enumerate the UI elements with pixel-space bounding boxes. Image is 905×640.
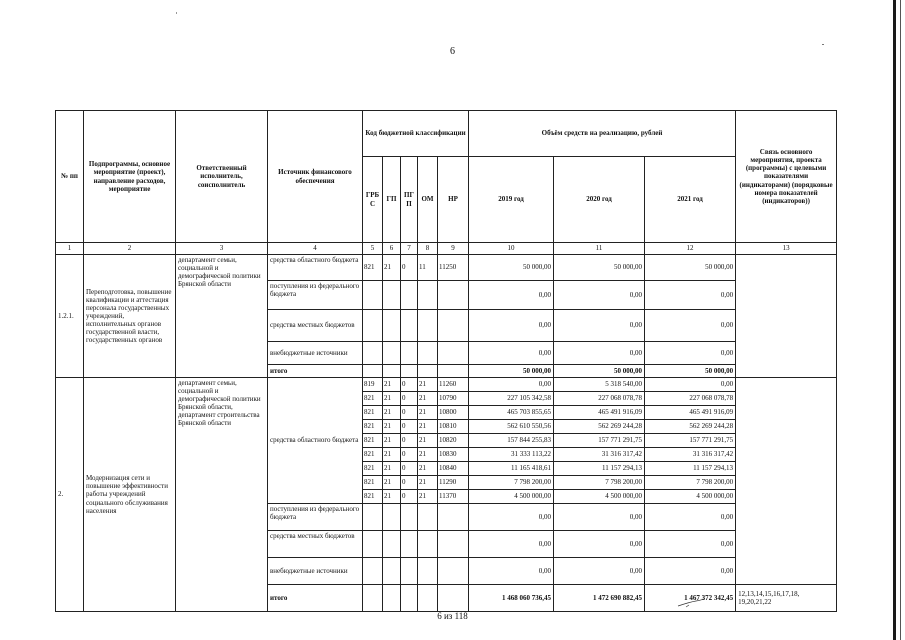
value-2021: 50 000,00 [645, 255, 736, 281]
value-2019: 0,00 [469, 531, 554, 558]
value-2019: 0,00 [469, 310, 554, 342]
value-2021: 562 269 244,28 [645, 420, 736, 434]
value-2020: 0,00 [554, 504, 645, 531]
col-number: 8 [418, 243, 438, 255]
value-2020: 0,00 [554, 531, 645, 558]
col-number: 5 [363, 243, 383, 255]
col-number: 3 [176, 243, 268, 255]
code-gp: 21 [383, 255, 401, 281]
header-volume: Объём средств на реализацию, рублей [469, 111, 736, 157]
code-grbs: 821 [363, 462, 383, 476]
value-2021: 0,00 [645, 310, 736, 342]
code-np: 11260 [438, 378, 469, 392]
value-2021: 0,00 [645, 281, 736, 310]
code-grbs: 821 [363, 476, 383, 490]
value-2019: 0,00 [469, 342, 554, 365]
col-number: 10 [469, 243, 554, 255]
code-np: 11250 [438, 255, 469, 281]
funding-source: средства местных бюджетов [268, 310, 363, 342]
value-2020: 562 269 244,28 [554, 420, 645, 434]
value-2020: 31 316 317,42 [554, 448, 645, 462]
col-number: 11 [554, 243, 645, 255]
col-number: 7 [401, 243, 418, 255]
value-2020: 11 157 294,13 [554, 462, 645, 476]
value-2019: 50 000,00 [469, 255, 554, 281]
header-np: НР [438, 157, 469, 243]
value-2019: 7 798 200,00 [469, 476, 554, 490]
code-np: 10830 [438, 448, 469, 462]
funding-source: поступления из федерального бюджета [268, 504, 363, 531]
total-2020: 1 472 690 882,45 [554, 585, 645, 612]
row-number: 2. [56, 378, 84, 612]
code-grbs: 821 [363, 255, 383, 281]
code-pgp: 0 [401, 490, 418, 504]
responsible-executor: департамент семьи, социальной и демографической политики Брянской области, департамент строительства Брянской области [176, 378, 268, 612]
value-2021: 0,00 [645, 531, 736, 558]
indicator-link: 12,13,14,15,16,17,18, 19,20,21,22 [736, 585, 837, 612]
code-pgp: 0 [401, 476, 418, 490]
value-2019: 157 844 255,83 [469, 434, 554, 448]
total-2021: 50 000,00 [645, 365, 736, 378]
value-2020: 0,00 [554, 281, 645, 310]
code-grbs: 819 [363, 378, 383, 392]
binding-edge-inner [900, 0, 901, 640]
col-number: 6 [383, 243, 401, 255]
total-2021: 1 467 372 342,45 [645, 585, 736, 612]
code-grbs: 821 [363, 448, 383, 462]
code-gp: 21 [383, 434, 401, 448]
code-np: 10820 [438, 434, 469, 448]
code-np: 10810 [438, 420, 469, 434]
responsible-executor: департамент семьи, социальной и демографической политики Брянской области [176, 255, 268, 378]
value-2021: 227 068 078,78 [645, 392, 736, 406]
value-2021: 0,00 [645, 558, 736, 585]
value-2021: 11 157 294,13 [645, 462, 736, 476]
code-pgp: 0 [401, 434, 418, 448]
value-2021: 465 491 916,09 [645, 406, 736, 420]
total-label: итого [268, 585, 363, 612]
table-row [56, 255, 837, 281]
code-om: 21 [418, 420, 438, 434]
code-gp: 21 [383, 462, 401, 476]
col-number: 9 [438, 243, 469, 255]
signature-mark [676, 598, 706, 608]
funding-source: внебюджетные источники [268, 342, 363, 365]
header-2020: 2020 год [554, 157, 645, 243]
code-om: 21 [418, 434, 438, 448]
code-om: 21 [418, 476, 438, 490]
value-2019: 562 610 550,56 [469, 420, 554, 434]
code-pgp: 0 [401, 392, 418, 406]
value-2020: 4 500 000,00 [554, 490, 645, 504]
total-2019: 1 468 060 736,45 [469, 585, 554, 612]
code-grbs: 821 [363, 490, 383, 504]
value-2020: 0,00 [554, 310, 645, 342]
value-2021: 31 316 317,42 [645, 448, 736, 462]
header-2021: 2021 год [645, 157, 736, 243]
header-gp: ГП [383, 157, 401, 243]
page-number: 6 [450, 46, 455, 57]
scan-speck [176, 12, 177, 14]
value-2020: 50 000,00 [554, 255, 645, 281]
indicator-link [736, 255, 837, 378]
code-pgp: 0 [401, 462, 418, 476]
code-gp: 21 [383, 392, 401, 406]
value-2021: 157 771 291,75 [645, 434, 736, 448]
header-budget-code: Код бюджетной классификации [363, 111, 469, 157]
binding-edge [893, 0, 896, 640]
value-2019: 0,00 [469, 558, 554, 585]
code-pgp: 0 [401, 378, 418, 392]
header-2019: 2019 год [469, 157, 554, 243]
code-grbs: 821 [363, 406, 383, 420]
code-grbs: 821 [363, 434, 383, 448]
col-number: 4 [268, 243, 363, 255]
header-grbs: ГРБ С [363, 157, 383, 243]
code-om: 21 [418, 490, 438, 504]
code-om: 21 [418, 392, 438, 406]
col-number: 13 [736, 243, 837, 255]
code-gp: 21 [383, 378, 401, 392]
value-2021: 0,00 [645, 504, 736, 531]
header-source: Источник финансового обеспечения [268, 111, 363, 243]
code-gp: 21 [383, 490, 401, 504]
value-2021: 0,00 [645, 342, 736, 365]
code-pgp: 0 [401, 406, 418, 420]
code-gp: 21 [383, 406, 401, 420]
code-np: 10840 [438, 462, 469, 476]
value-2020: 465 491 916,09 [554, 406, 645, 420]
col-number: 12 [645, 243, 736, 255]
measure-name: Модернизация сети и повышение эффективности работы учреждений социального обслуживания населения [84, 378, 176, 612]
header-pgp: ПГ П [401, 157, 418, 243]
value-2019: 0,00 [469, 281, 554, 310]
funding-source: внебюджетные источники [268, 558, 363, 585]
value-2019: 227 105 342,58 [469, 392, 554, 406]
funding-source: средства местных бюджетов [268, 531, 363, 558]
code-om: 21 [418, 448, 438, 462]
funding-source: средства областного бюджета [268, 378, 363, 504]
value-2019: 31 333 113,22 [469, 448, 554, 462]
code-np: 10800 [438, 406, 469, 420]
header-link: Связь основного мероприятия, проекта (программы) с целевыми показателями (индикаторами) (порядковые номера показателей (индикаторов)) [736, 111, 837, 243]
measure-name: Переподготовка, повышение квалификации и аттестация персонала государственных учреждений, исполнительных органов государственной власти, государственных органов [84, 255, 176, 378]
code-om: 21 [418, 462, 438, 476]
code-pgp: 0 [401, 420, 418, 434]
value-2021: 0,00 [645, 378, 736, 392]
code-gp: 21 [383, 448, 401, 462]
code-np: 11370 [438, 490, 469, 504]
header-subprogram: Подпрограммы, основное мероприятие (проект), направление расходов, мероприятие [84, 111, 176, 243]
total-2019: 50 000,00 [469, 365, 554, 378]
col-number: 1 [56, 243, 84, 255]
total-2020: 50 000,00 [554, 365, 645, 378]
code-grbs: 821 [363, 420, 383, 434]
code-om: 11 [418, 255, 438, 281]
code-np: 10790 [438, 392, 469, 406]
scan-speck [822, 44, 824, 45]
header-npp: № пп [56, 111, 84, 243]
code-grbs: 821 [363, 392, 383, 406]
col-number: 2 [84, 243, 176, 255]
header-om: ОМ [418, 157, 438, 243]
value-2019: 11 165 418,61 [469, 462, 554, 476]
value-2021: 4 500 000,00 [645, 490, 736, 504]
funding-source: средства областного бюджета [268, 255, 363, 281]
code-om: 21 [418, 406, 438, 420]
value-2020: 157 771 291,75 [554, 434, 645, 448]
code-gp: 21 [383, 420, 401, 434]
value-2020: 7 798 200,00 [554, 476, 645, 490]
code-pgp: 0 [401, 255, 418, 281]
header-responsible: Ответственный исполнитель, соисполнитель [176, 111, 268, 243]
code-np: 11290 [438, 476, 469, 490]
funding-source: поступления из федерального бюджета [268, 281, 363, 310]
value-2019: 0,00 [469, 504, 554, 531]
total-label: итого [268, 365, 363, 378]
value-2020: 0,00 [554, 558, 645, 585]
value-2020: 5 318 540,00 [554, 378, 645, 392]
indicator-link [736, 378, 837, 585]
row-number: 1.2.1. [56, 255, 84, 378]
table-row [56, 378, 837, 392]
code-pgp: 0 [401, 448, 418, 462]
page-footer: 6 из 118 [437, 611, 468, 621]
budget-table [55, 110, 837, 612]
code-om: 21 [418, 378, 438, 392]
value-2020: 227 068 078,78 [554, 392, 645, 406]
value-2019: 4 500 000,00 [469, 490, 554, 504]
value-2021: 7 798 200,00 [645, 476, 736, 490]
code-gp: 21 [383, 476, 401, 490]
value-2020: 0,00 [554, 342, 645, 365]
value-2019: 465 703 855,65 [469, 406, 554, 420]
value-2019: 0,00 [469, 378, 554, 392]
